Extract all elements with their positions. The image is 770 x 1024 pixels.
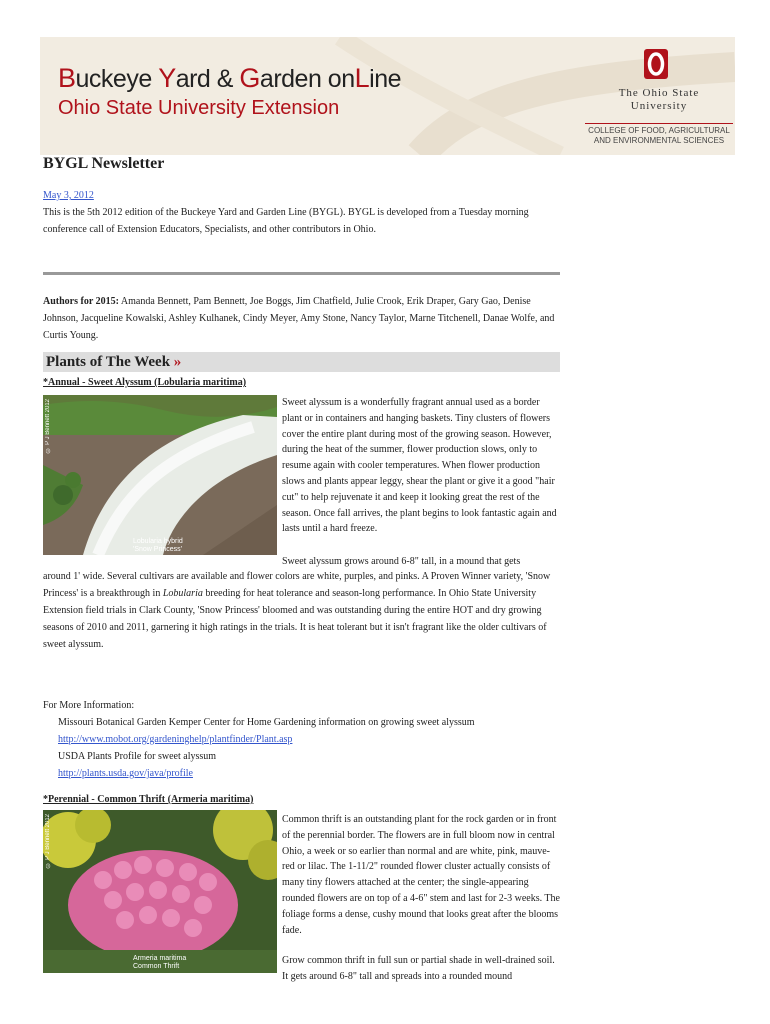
college-name: COLLEGE OF FOOD, AGRICULTURAL AND ENVIRONMENTAL SCIENCES: [585, 123, 733, 146]
common-thrift-photo: [43, 810, 277, 973]
site-subtitle: Ohio State University Extension: [58, 97, 340, 119]
header-banner: [40, 37, 735, 155]
osu-block-o-icon: [644, 49, 668, 79]
photo-caption: Lobularia hybrid 'Snow Princess': [133, 538, 183, 553]
plant-heading-sweet-alyssum: *Annual - Sweet Alyssum (Lobularia maritima): [43, 377, 247, 388]
sweet-alyssum-photo: [43, 395, 277, 555]
more-information: [43, 697, 563, 782]
sweet-alyssum-image: [43, 395, 277, 555]
osu-wordmark: The Ohio State University: [618, 87, 700, 112]
horizontal-divider: [43, 272, 560, 275]
newsletter-title: BYGL Newsletter: [43, 155, 165, 172]
intro-paragraph: This is the 5th 2012 edition of the Buckeye Yard and Garden Line (BYGL). BYGL is developed from a Tuesday morning conference call of Extension Educators, Specialists, and other contributors in Ohio.: [43, 207, 529, 235]
authors-label: Authors for 2015:: [43, 296, 119, 307]
sweet-alyssum-growth: around 1' wide. Several cultivars are available and flower colors are white, purples, and pinks. A Proven Winner variety, 'Snow Princess' is a breakthrough in Lobularia breeding for heat tolerance and season-long performance. In Ohio State University Extension field trials in Clark County, 'Snow Princess' bloomed and was outstanding during the entire HOT and dry growing seasons of 2010 and 2011, garnering it high ratings in the trials. It is heat tolerant but it isn't fragrant like the older cultivars of sweet alyssum.: [43, 571, 551, 650]
photo-caption: Armeria maritima Common Thrift: [133, 955, 187, 970]
mobot-link[interactable]: http://www.mobot.org/gardeninghelp/plantfinder/Plant.asp: [58, 734, 293, 745]
authors-paragraph: [43, 293, 558, 344]
common-thrift-description: Common thrift is an outstanding plant for the rock garden or in front of the perennial border. The flowers are in full bloom now in central Ohio, a week or so earlier than normal and are white, pink, mauve-red or lilac. The 1-11/2" rounded flower cluster actually consists of many tiny flowers attached at the center; the single-appearing rounded flowers are on top of a 4-6" stem and last for 2-3 weeks. The foliage forms a dense, cushy mound that looks great after the blooms fade.: [282, 814, 560, 936]
more-info-item-1: Missouri Botanical Garden Kemper Center for Home Gardening information on growing sweet alyssum: [58, 717, 475, 728]
authors-names: Amanda Bennett, Pam Bennett, Joe Boggs, Jim Chatfield, Julie Crook, Erik Draper, Gary Gao, Denise Johnson, Jacqueline Kowalski, Ashley Kulhanek, Cindy Meyer, Amy Stone, Nancy Taylor, Marne Titchenell, Danae Wolfe, and Curtis Young.: [43, 296, 555, 341]
issue-date-link[interactable]: May 3, 2012: [43, 190, 94, 201]
more-info-label: For More Information:: [43, 700, 135, 711]
sweet-alyssum-description: Sweet alyssum is a wonderfully fragrant annual used as a border plant or in containers and hanging baskets. Tiny clusters of flowers cover the entire plant during most of the growing season. However, during the heat of the summer, flower production slows, only to resume again with cooler temperatures. When flower production slows and plants appear leggy, shear the plant or give it a good "hair cut" to help rejuvenate it and keep it looking great the rest of the season. Once fall arrives, the plant begins to look fantastic again and lasts until a hard freeze.: [282, 397, 557, 535]
double-chevron-icon[interactable]: »: [173, 354, 182, 370]
photo-copyright: © P J Bennett 2012: [45, 814, 51, 868]
sweet-alyssum-growth-start: Sweet alyssum grows around 6-8" tall, in a mound that gets: [282, 556, 521, 567]
plant-heading-common-thrift: *Perennial - Common Thrift (Armeria maritima): [43, 794, 254, 805]
site-title: Buckeye Yard & Garden onLine: [58, 63, 402, 93]
common-thrift-growth: Grow common thrift in full sun or partial shade in well-drained soil. It gets around 6-8" tall and spreads into a rounded mound: [282, 955, 555, 982]
section-heading-plants: Plants of The Week »: [43, 352, 560, 372]
common-thrift-image: [43, 810, 277, 973]
more-info-item-2: USDA Plants Profile for sweet alyssum: [58, 751, 217, 762]
usda-link[interactable]: http://plants.usda.gov/java/profile: [58, 768, 193, 779]
photo-copyright: © P J Bennett 2012: [45, 399, 51, 453]
